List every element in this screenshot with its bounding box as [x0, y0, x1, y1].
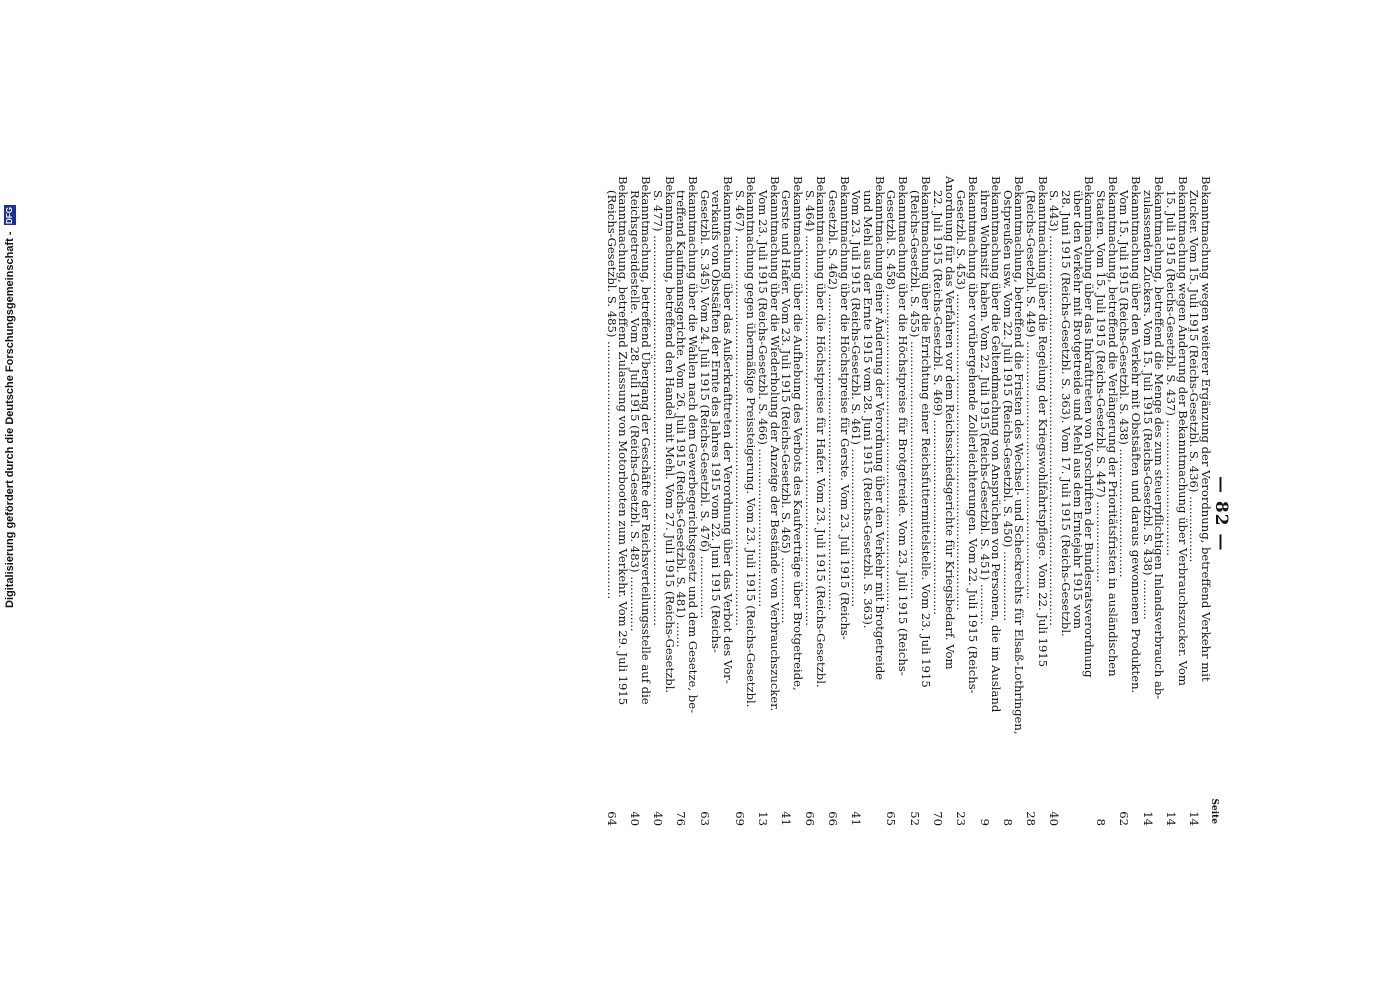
- toc-entry-line: (Reichs-Gesetzbl. S. 485) ......................................................................: [604, 190, 619, 600]
- toc-entry-line: verkaufs von Obstsäften der Ernte des Jahres 1915 vom 22. Juni 1915 (Reichs-: [709, 190, 724, 653]
- toc-entry-line: Bekanntmachung, betreffend die Menge des zum steuerpflichtigen Inlandsverbrauch ab-: [1152, 176, 1167, 700]
- toc-entry-page: 62: [1117, 811, 1132, 826]
- toc-entry-page: 64: [604, 811, 619, 826]
- toc-entry-page: 41: [849, 811, 864, 826]
- toc-entry-line: Bekanntmachung, betreffend den Handel mit Mehl. Vom 27. Juli 1915 (Reichs-Gesetzbl.: [662, 176, 677, 694]
- toc-entry: [779, 176, 806, 826]
- toc-entry: [1048, 176, 1095, 826]
- toc-entry-line: Bekanntmachung, betreffend Zulassung von Motorbooten zum Verkehr. Vom 29. Juli 1915: [616, 176, 631, 706]
- toc-entries: [605, 176, 1211, 826]
- toc-entry-page: 9: [977, 818, 992, 826]
- toc-entry-page: 66: [802, 811, 817, 826]
- toc-entry-line: Reichsgetreidestelle. Vom 28. Juli 1915 (Reichs-Gesetzbl. S. 483) ...............: [627, 190, 642, 632]
- toc-entry: [907, 176, 934, 826]
- toc-entry-line: (Reichs-Gesetzbl. S. 455) ......................................................................: [907, 190, 922, 600]
- toc-entry-line: S. 477) ..........................................................................................................: [651, 190, 666, 626]
- toc-entry-line: Bekanntmachung über die Höchstpreise für Brotgetreide. Vom 23. Juli 1915 (Reichs-: [895, 176, 910, 676]
- toc-entry-line: Bekanntmachung über die Geltendmachung von Ansprüchen von Personen, die im Ausland: [989, 176, 1004, 713]
- toc-entry: [977, 176, 1004, 826]
- toc-entry-line: S. 467) ..........................................................................................................: [732, 190, 747, 626]
- toc-entry-line: Bekanntmachung, betreffend die Verlängerung der Prioritätsfristen in ausländischen: [1105, 176, 1120, 677]
- toc-entry-page: 65: [884, 811, 899, 826]
- toc-entry: [885, 176, 908, 826]
- digitization-footer: [2, 0, 18, 608]
- toc-entry-line: über den Verkehr mit Brotgetreide und Mehl aus dem Erntejahr 1915 vom: [1070, 190, 1085, 629]
- toc-entry-line: Bekanntmachung über die Aufhebung des Verbots des Kaufverträge über Brotgetreide,: [791, 176, 806, 691]
- toc-entry-line: Vom 23. Juli 1915 (Reichs-Gesetzbl. S. 466) ...........................................: [756, 190, 771, 608]
- toc-entry: [802, 176, 829, 826]
- toc-entry-line: Bekanntmachung über den Verkehr mit Obstsäften und daraus gewonnenen Produkten.: [1129, 176, 1144, 694]
- toc-entry-line: (Reichs-Gesetzbl. S. 449) ......................................................................: [1024, 190, 1039, 600]
- toc-entry-line: Staaten. Vom 15. Juli 1915 (Reichs-Gesetzbl. S. 447) ......................: [1094, 190, 1109, 583]
- toc-entry-line: Bekanntmachung über das Außerkrafttreten der Verordnung über das Verbot des Vor-: [721, 176, 736, 684]
- toc-entry-line: Gerste und Hafer. Vom 23. Juli 1915 (Reichs-Gesetzbl. S. 465) ..................: [779, 190, 794, 624]
- toc-entry-line: Gesetzbl. S. 458) ......................................................................................: [884, 190, 899, 611]
- toc-entry-line: Bekanntmachung über die Höchstpreise für Gerste. Vom 23. Juli 1915 (Reichs-: [837, 176, 852, 640]
- toc-entry-page: 14: [1164, 811, 1179, 826]
- toc-entry-line: Bekanntmachung, betreffend Übergang der Geschäfte der Reichsverteilungsstelle auf die: [639, 176, 654, 705]
- toc-entry-page: 13: [756, 811, 771, 826]
- toc-entry: [627, 176, 654, 826]
- toc-entry-line: 22. Juli 1915 (Reichs-Gesetzbl. S. 469) .....................................................: [930, 190, 945, 615]
- toc-entry: [697, 176, 736, 826]
- toc-entry-line: Bekanntmachung, betreffend die Fristen des Wechsel- und Scheckrechts für Elsaß-Lothringen,: [1012, 176, 1027, 735]
- page-number: — 82 —: [1211, 476, 1231, 552]
- toc-entry-line: ihren Wohnsitz haben. Vom 22. Juli 1915 (Reichs-Gesetzbl. S. 451) ...........: [977, 190, 992, 625]
- toc-entry-page: 23: [954, 811, 969, 826]
- toc-entry: [955, 176, 978, 826]
- toc-entry: [1094, 176, 1120, 826]
- toc-entry-line: zulassenden Zuckers. Vom 15. Juli 1915 (Reichs-Gesetzbl. S. 438) ...........: [1140, 190, 1155, 620]
- toc-entry-page: 40: [627, 811, 642, 826]
- toc-entry-line: S. 464) ..........................................................................................................: [802, 190, 817, 626]
- toc-entry-page: 66: [826, 811, 840, 826]
- toc-entry-line: Ostpreußen usw. Vom 22. Juli 1915 (Reichs-Gesetzbl. S. 450) ...................: [1000, 190, 1015, 622]
- toc-entry-line: Bekanntmachung über die Wiederholung der Anzeige der Bestände von Verbrauchszucker.: [767, 176, 782, 712]
- toc-entry-line: Bekanntmachung über die Wahlen nach dem Gewerbegerichtsgesetz und dem Gesetze, be-: [686, 176, 701, 713]
- toc-entry: [732, 176, 759, 826]
- toc-entry: [850, 176, 885, 826]
- toc-entry-line: Gesetzbl. S. 345). Vom 24. Juli 1915 (Reichs-Gesetzbl. S. 476) .................: [697, 190, 712, 619]
- toc-entry-line: Bekanntmachung einer Änderung der Verordnung über den Verkehr mit Brotgetreide: [872, 176, 887, 681]
- toc-entry-line: Bekanntmachung über die Errichtung einer Reichsfuttermittelstelle. Vom 23. Juli 1915: [919, 176, 934, 688]
- toc-entry-page: 70: [930, 811, 945, 826]
- toc-entry-page: 40: [651, 811, 666, 826]
- toc-entry-line: treffend Kaufmannsgerichte. Vom 26. Juli 1915 (Reichs-Gesetzbl. S. 481) .......: [674, 190, 689, 648]
- toc-entry-line: Bekanntmachung über vorübergehende Zollerleichterungen. Vom 22. Juli 1915 (Reichs-: [965, 176, 980, 694]
- toc-entry: [1188, 176, 1211, 826]
- toc-entry-page: 28: [1024, 811, 1039, 826]
- toc-entry-line: und Mehl aus der Ernte 1915 vom 28. Juni 1915 (Reichs-Gesetzbl. S. 363).: [860, 190, 875, 629]
- toc-entry-page: 63: [697, 811, 712, 826]
- toc-entry: [1164, 176, 1190, 826]
- toc-entry-line: 28. Juni 1915 (Reichs-Gesetzbl. S. 363). Vom 17. Juli 1915 (Reichs-Gesetzbl.: [1059, 190, 1074, 637]
- toc-entry-line: S. 443) ..........................................................................................................: [1047, 190, 1062, 626]
- toc-entry-line: Vom 15. Juli 1915 (Reichs-Gesetzbl. S. 438) ...................................: [1117, 190, 1132, 578]
- column-header-seite: Seite: [1209, 798, 1219, 824]
- toc-entry-page: 40: [1047, 811, 1062, 826]
- toc-entry-line: 15. Juli 1915 (Reichs-Gesetzbl. S. 437) .....................................: [1164, 190, 1179, 556]
- toc-entry-page: 41: [779, 811, 794, 826]
- toc-entry-line: Bekanntmachung wegen weiterer Ergänzung der Verordnung, betreffend Verkehr mit: [1199, 176, 1213, 682]
- toc-entry-line: Bekanntmachung wegen Änderung der Bekanntmachung über Verbrauchszucker. Vom: [1175, 176, 1190, 686]
- toc-entry-page: 14: [1187, 811, 1202, 826]
- toc-entry: [930, 176, 957, 826]
- toc-entry-line: Vom 23. Juli 1915 (Reichs-Gesetzbl. S. 461) ...........................................: [849, 190, 864, 608]
- toc-entry-page: 76: [674, 811, 689, 826]
- toc-entry: [1000, 176, 1027, 826]
- toc-entry-page: 52: [907, 811, 922, 826]
- toc-entry-line: Bekanntmachung über das Inkrafttreten von Vorschriften der Bundesratsverordnung: [1082, 176, 1097, 678]
- toc-entry: [674, 176, 701, 826]
- toc-entry: [1140, 176, 1167, 826]
- toc-entry-line: Bekanntmachung über die Höchstpreise für Hafer. Vom 23. Juli 1915 (Reichs-Gesetzbl.: [814, 176, 829, 688]
- toc-entry: [826, 176, 852, 826]
- toc-entry-line: Bekanntmachung über die Regelung der Kriegswohlfahrtspflege. Vom 22. Juli 1915: [1035, 176, 1050, 668]
- toc-entry: [604, 176, 631, 826]
- dfg-logo: DFG: [5, 207, 14, 224]
- toc-entry: [652, 176, 675, 826]
- footer-text: Digitalisierung gefördert durch die Deutsche Forschungsgemeinschaft -: [4, 231, 16, 608]
- toc-entry-page: 8: [1094, 818, 1109, 826]
- toc-entry-page: 14: [1140, 811, 1155, 826]
- rotated-page: [166, 176, 1241, 826]
- toc-entry: [1117, 176, 1144, 826]
- toc-entry: [1025, 176, 1048, 826]
- toc-entry-line: Zucker. Vom 15. Juli 1915 (Reichs-Gesetzbl. S. 436) ..................: [1187, 190, 1202, 563]
- toc-entry-line: Gesetzbl. S. 453) ......................................................................................: [954, 190, 969, 611]
- toc-entry-line: Bekanntmachung gegen übermäßige Preissteigerung. Vom 23. Juli 1915 (Reichs-Gesetzbl.: [744, 176, 759, 708]
- toc-entry-page: 8: [1000, 818, 1015, 826]
- toc-entry-page: 69: [732, 811, 747, 826]
- toc-entry-line: Anordnung für das Verfahren vor dem Reichsschiedsgerichte für Kriegsbedarf. Vom: [942, 176, 957, 670]
- toc-entry: [756, 176, 782, 826]
- toc-entry-line: Gesetzbl. S. 462) ......................................................................................: [826, 190, 840, 611]
